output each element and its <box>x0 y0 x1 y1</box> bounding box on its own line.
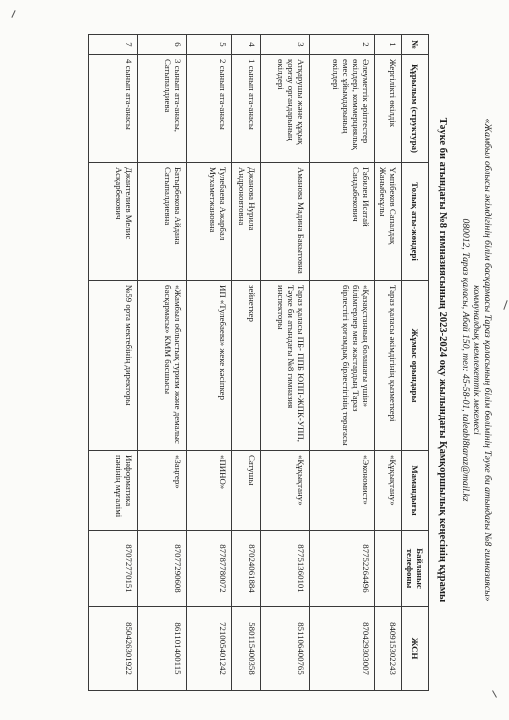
cell-num: 4 <box>232 35 261 55</box>
cell-phone: 87077290608 <box>138 531 187 607</box>
cell-num: 5 <box>187 35 232 55</box>
table-row <box>89 35 138 691</box>
table-row <box>310 35 375 691</box>
table-row <box>375 35 402 691</box>
cell-structure: 2 сынып ата-анасы <box>187 55 232 163</box>
cell-iin: 850426301922 <box>89 607 138 691</box>
cell-structure: 1 сынып ата-анасы <box>232 55 261 163</box>
column-header-work: Жұмыс орындары <box>402 281 429 451</box>
letterhead-line-2: коммуналдық мемлекеттік мекемесі <box>471 285 482 435</box>
cell-name: Джантелиев Мелис Асқарбекович <box>89 163 138 281</box>
cell-specialty: «Экономист» <box>310 451 375 531</box>
table-row <box>138 35 187 691</box>
cell-phone: 87787780072 <box>187 531 232 607</box>
cell-phone: 87072770151 <box>89 531 138 607</box>
table-header-row <box>402 35 429 691</box>
cell-num: 6 <box>138 35 187 55</box>
table-row <box>232 35 261 691</box>
cell-structure: Жергілікті өкілдік <box>375 55 402 163</box>
council-composition-table <box>88 34 429 691</box>
cell-iin: 851106400765 <box>261 607 310 691</box>
cell-specialty: «ПИНО» <box>187 451 232 531</box>
cell-work: «Қазақстанның болашағы үшін» білімгерлер мен жастардың Тараз бірлестігі қоғамдық бірлестігінің төрағасы <box>310 281 375 451</box>
cell-work: ИП «Тулебаева» жеке кәсіпкер <box>187 281 232 451</box>
cell-work: зейнеткер <box>232 281 261 451</box>
column-header-phone: Байланыс телефоны <box>402 531 429 607</box>
cell-phone <box>375 531 402 607</box>
table-row <box>261 35 310 691</box>
cell-num: 7 <box>89 35 138 55</box>
cell-work: «Жамбыл облыстық туризм және демалыс басқармасы» КММ басшысы <box>138 281 187 451</box>
cell-iin: 861101400115 <box>138 607 187 691</box>
cell-work: Тараз қаласы әкімдігінің қызметкері <box>375 281 402 451</box>
scan-mark <box>11 10 15 18</box>
cell-iin: 580115400358 <box>232 607 261 691</box>
scan-mark <box>503 300 507 310</box>
cell-name: Джанова Нурила Андроновтовна <box>232 163 261 281</box>
column-header-specialty: Мамандығы <box>402 451 429 531</box>
cell-name: Габилен Исатай Сандыбекович <box>310 163 375 281</box>
cell-phone: 87752264496 <box>310 531 375 607</box>
cell-iin: 840915302243 <box>375 607 402 691</box>
cell-iin: 721005401242 <box>187 607 232 691</box>
column-header-iin: ЖСН <box>402 607 429 691</box>
cell-iin: 870429303007 <box>310 607 375 691</box>
cell-specialty: «Құқықтану» <box>261 451 310 531</box>
cell-specialty: Информатика пәнінің мұғалімі <box>89 451 138 531</box>
cell-specialty: «Құқықтану» <box>375 451 402 531</box>
cell-phone: 87751360101 <box>261 531 310 607</box>
cell-name: Батырбекова Айдана Сатыпалдиевна <box>138 163 187 281</box>
cell-structure: 3 сынып ата-анасы, Сатыпалдиева <box>138 55 187 163</box>
scan-mark <box>492 690 497 697</box>
cell-work: №59 орта мектебінің директоры <box>89 281 138 451</box>
table-row <box>187 35 232 691</box>
cell-name: Тулебаева Ажарбал Мухаметжановна <box>187 163 232 281</box>
column-header-structure: Құрылым (структура) <box>402 55 429 163</box>
document-title: Тәуке би атындағы №8 гимназиясының 2023-2024 оқу жылындағы Қамқоршылық кеңесінің құрамы <box>437 117 448 603</box>
cell-phone: 87024061884 <box>232 531 261 607</box>
cell-structure: 4 сынып ата-анасы <box>89 55 138 163</box>
cell-specialty: Сатушы <box>232 451 261 531</box>
cell-structure: Атқарушы және құқық қорғау органдарының өкілдері <box>261 55 310 163</box>
column-header-name: Толық аты-жөндері <box>402 163 429 281</box>
cell-name: Аманова Мадина Бакытовна <box>261 163 310 281</box>
cell-name: Үмпібеков Сапалдақ Жаныбекұлы <box>375 163 402 281</box>
cell-work: Тараз қаласы ПБ- ППБ ЮПП-ЖПК-УПП, Тәуке би атындағы №8 гимназия инспекторы <box>261 281 310 451</box>
letterhead-address: 080012, Тараз қаласы, Абай 150, тел: 45-58-01, taleabl8taraz@mail.kz <box>460 218 471 502</box>
column-header-num: № <box>402 35 429 55</box>
cell-num: 1 <box>375 35 402 55</box>
cell-num: 2 <box>310 35 375 55</box>
cell-specialty: «Заңгер» <box>138 451 187 531</box>
cell-structure: Әлеуметтік әріптестер өкілдері, коммерциялық емес ұйымдарының өкілдері <box>310 55 375 163</box>
letterhead-line-1: «Жамбыл облысы әкімдігінің білім басқармасы Тараз қаласының білім бөлімінің Тәуке би атындағы №8 гимназиясы» <box>482 118 493 602</box>
cell-num: 3 <box>261 35 310 55</box>
